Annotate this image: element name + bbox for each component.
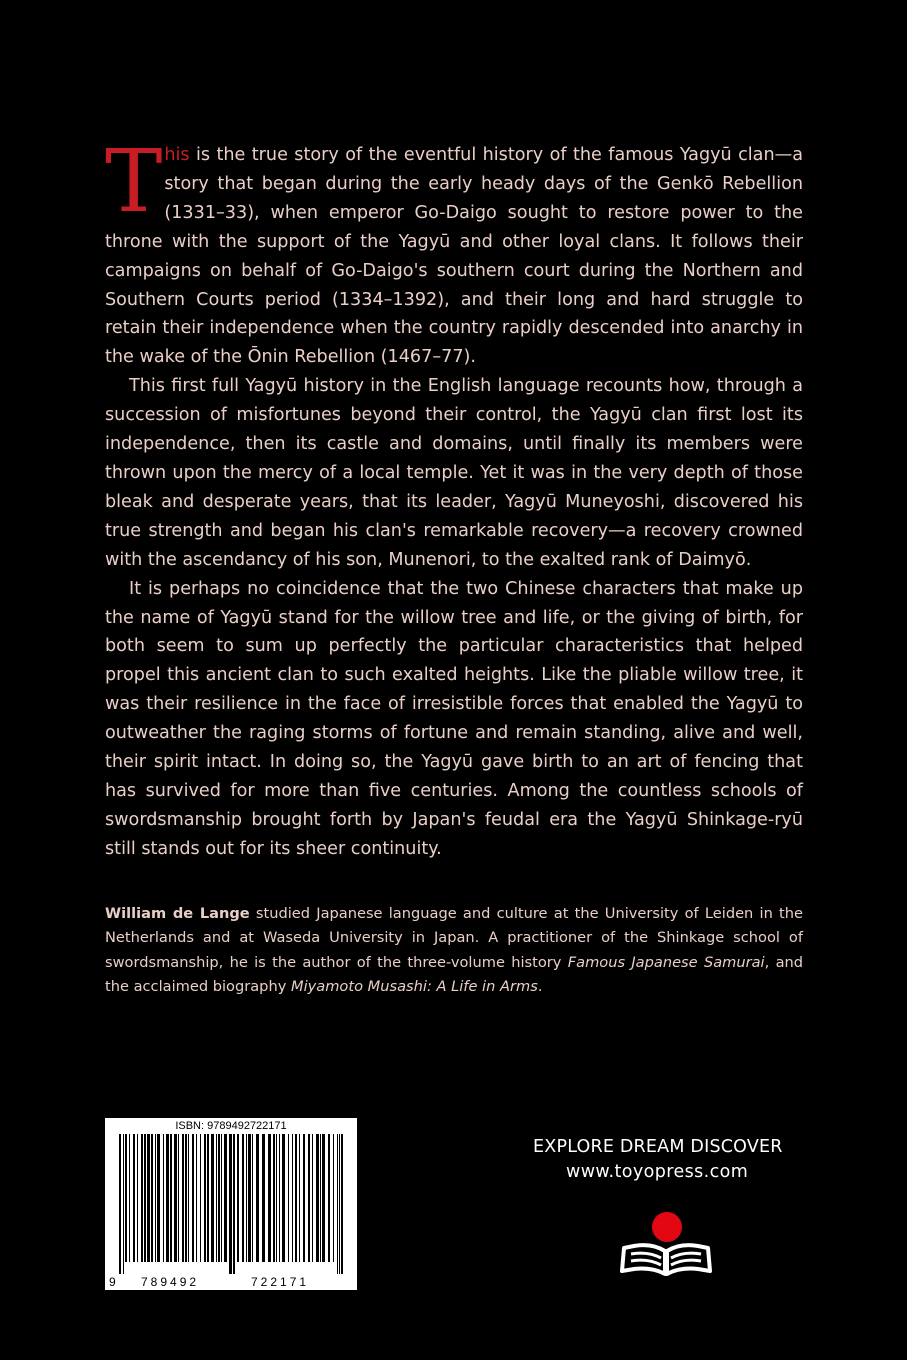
drop-cap: T [105,132,163,232]
lead-in-red: his [164,145,190,165]
blurb-paragraph-3: It is perhaps no coincidence that the two Chinese characters that make up the name of Yagyū stand for the willow tree and life, or the giving of birth, for both seem to sum up perfectly the particular characteristics that helped propel this ancient clan to such exalted heights. Like the pliable willow tree, it was their resilience in the face of irresistible forces that enabled the Yagyū to outweather the raging storms of fortune and remain standing, alive and well, their spirit intact. In doing so, the Yagyū gave birth to an art of fencing that has survived for more than five centuries. Among the countless schools of swordsmanship brought forth by Japan's feudal era the Yagyū Shinkage-ryū still stands out for its sheer continuity. [105,578,803,859]
author-name: William de Lange [105,905,250,922]
author-bio-text-3: . [537,977,543,995]
barcode-digits-left: 789492 [141,1275,200,1289]
book-title-miyamoto-musashi: Miyamoto Musashi: A Life in Arms [290,977,538,995]
barcode [105,1118,357,1290]
publisher-tagline: EXPLORE DREAM DISCOVER [533,1137,783,1157]
book-with-red-sun-icon [616,1208,716,1280]
barcode-digits-right: 722171 [251,1275,310,1289]
isbn-label: ISBN: 9789492722171 [175,1120,287,1132]
barcode-digit-first: 9 [109,1275,116,1289]
author-bio-text-1: studied Japanese language and culture at the University of Leiden in the Netherlands and at Waseda University in Japan. A practitioner of the Shinkage school of swordsmanship, he is the author of the three-volume history [105,905,803,971]
barcode-bars [113,1134,349,1274]
author-bio [105,902,803,999]
blurb-paragraph-2: This first full Yagyū history in the English language recounts how, through a succession of misfortunes beyond their control, the Yagyū clan first lost its independence, then its castle and domains, until finally its members were thrown upon the mercy of a local temple. Yet it was in the very depth of those bleak and desperate years, that its leader, Yagyū Muneyoshi, discovered his true strength and began his clan's remarkable recovery—a recovery crowned with the ascendancy of his son, Munenori, to the exalted rank of Daimyō. [105,376,803,570]
publisher-website: www.toyopress.com [566,1162,749,1182]
book-title-famous-japanese-samurai: Famous Japanese Samurai [567,953,765,971]
blurb-paragraph-1-text: is the true story of the eventful history of the famous Yagyū clan—a story that began during the early heady days of the Genkō Rebellion (1331–33), when emperor Go-Daigo sought to restore power to the throne with the support of the Yagyū and other loyal clans. It follows their campaigns on behalf of Go-Daigo's southern court during the Northern and Southern Courts period (1334–1392), and their long and hard struggle to retain their independence when the country rapidly descended into anarchy in the wake of the Ōnin Rebellion (1467–77). [105,145,803,368]
blurb-paragraph-1 [105,132,803,372]
back-cover-blurb [105,132,803,864]
author-bio-text-2: , and the acclaimed biography [105,953,804,995]
